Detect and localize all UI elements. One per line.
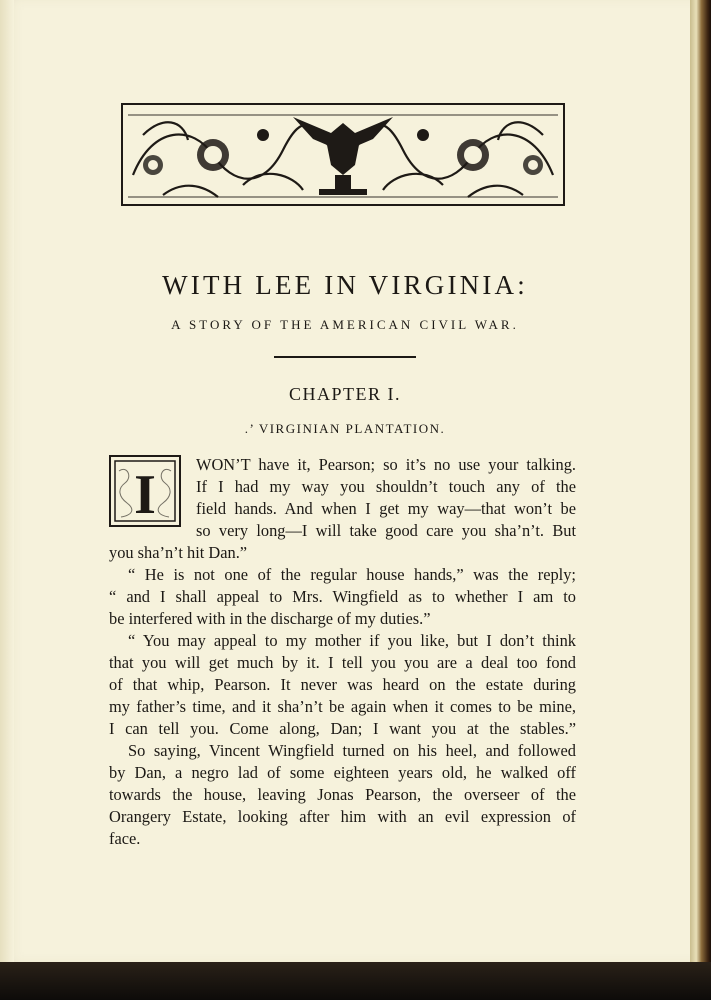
text-line: “ He is not one of the regular house hands,” was the reply; (128, 565, 576, 584)
chapter-heading: CHAPTER I. (288, 384, 401, 404)
text-line: you sha’n’t hit Dan.” (109, 543, 248, 562)
background-shadow (0, 962, 711, 1000)
text-line: my father’s time, and it sha’n’t be again when it comes to be mine, (109, 697, 576, 716)
text-line: of that whip, Pearson. It never was heard on the estate during (109, 675, 576, 694)
text-line: So saying, Vincent Wingfield turned on his heel, and followed (128, 741, 576, 760)
text-line: “ and I shall appeal to Mrs. Wingfield as to whether I am to (109, 587, 576, 606)
text-line: that you will get much by it. I tell you you are a deal too fond (109, 653, 576, 672)
page-gutter (0, 0, 14, 962)
drop-cap (109, 455, 181, 527)
ornamental-initial-icon (111, 457, 179, 525)
text-line: field hands. And when I get my way—that won’t be (196, 499, 576, 518)
headpiece-ornament (121, 103, 565, 206)
text-line: towards the house, leaving Jonas Pearson, the overseer of the (109, 785, 576, 804)
eagle-scroll-ornament-icon (123, 105, 563, 204)
book-title: WITH LEE IN VIRGINIA: (162, 270, 528, 300)
text-line: Orangery Estate, looking after him with an evil expression of (109, 807, 576, 826)
title-divider (274, 356, 416, 358)
drop-cap-letter: I (134, 464, 156, 525)
text-line: by Dan, a negro lad of some eighteen years old, he walked off (109, 763, 576, 782)
text-line: If I had my way you shouldn’t touch any of the (196, 477, 576, 496)
chapter-subtitle: .’ VIRGINIAN PLANTATION. (244, 421, 446, 436)
text-line: I can tell you. Come along, Dan; I want you at the stables.” (109, 719, 576, 738)
text-line: “ You may appeal to my mother if you like, but I don’t think (128, 631, 576, 650)
text-line: so very long—I will take good care you sha’n’t. But (196, 521, 576, 540)
book-subtitle: A STORY OF THE AMERICAN CIVIL WAR. (171, 317, 519, 332)
text-line: be interfered with in the discharge of my duties.” (109, 609, 431, 628)
text-line: WON’T have it, Pearson; so it’s no use your talking. (196, 455, 576, 474)
book-cover-edge (690, 0, 711, 962)
text-line: face. (109, 829, 141, 848)
